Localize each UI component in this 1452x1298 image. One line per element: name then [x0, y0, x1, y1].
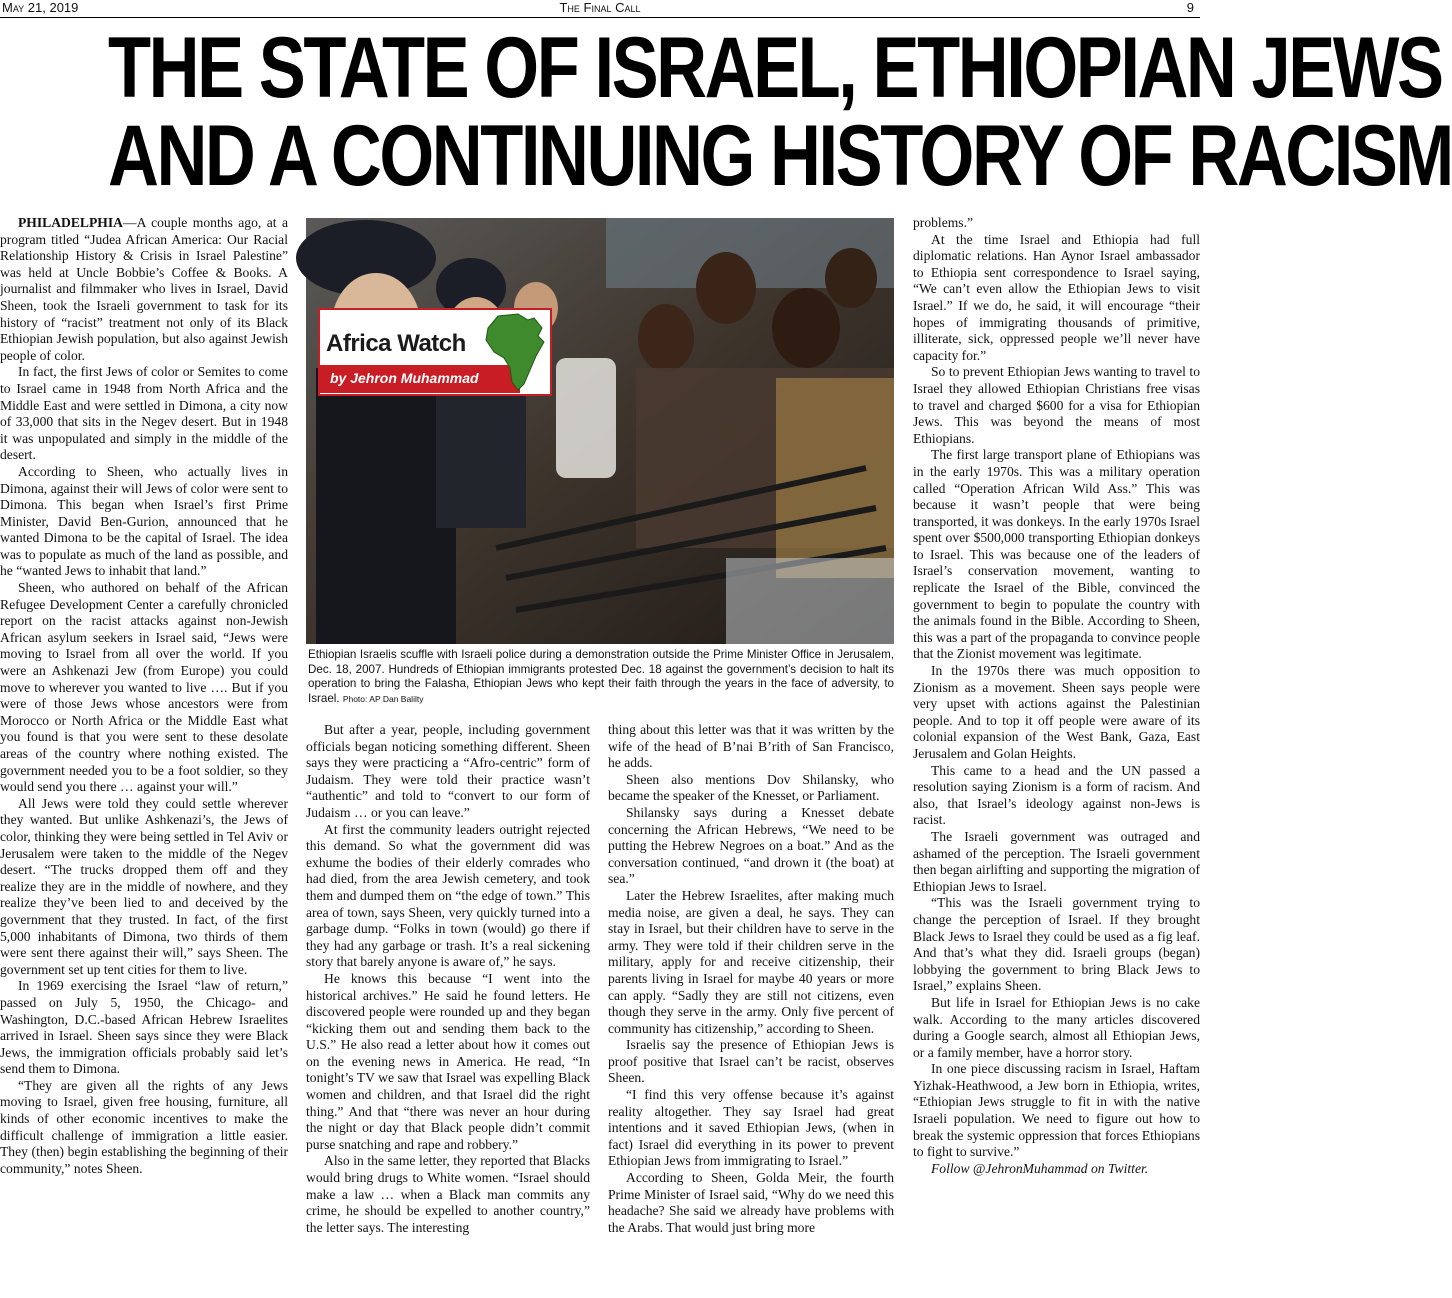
paragraph: In fact, the first Jews of color or Semites to come to Israel came in 1948 from North Africa and the Middle East and were settled in Dimona, a city now of 33,000 that sits in the Negev desert. But in 1948 it was unpopulated and simply in the middle of the desert. [0, 364, 288, 463]
dateline: PHILADELPHIA [18, 215, 123, 230]
paragraph: But life in Israel for Ethiopian Jews is no cake walk. According to the many articles discovered during a Google search, almost all Ethiopian Jews, or a family member, have a horror story. [913, 994, 1200, 1060]
article-column-4 [913, 215, 1200, 1298]
paragraph: Later the Hebrew Israelites, after making much media noise, are given a deal, he says. They can stay in Israel, but their children have to serve in the army. They were told if their children serve in the military, apply for and receive citizenship, their parents living in Israel for maybe 40 years or more can apply. “Sadly they are still not citizens, even though they serve in the army. Only five percent of community has citizenship,” according to Sheen. [608, 887, 894, 1036]
paragraph: Also in the same letter, they reported that Blacks would bring drugs to White women. “Israel should make a law … when a Black man commits any crime, he should be expelled to another country,” the letter says. The interesting [306, 1153, 590, 1235]
paragraph: The Israeli government was outraged and ashamed of the perception. The Israeli government then began airlifting and supporting the migration of Ethiopian Jews to Israel. [913, 828, 1200, 894]
paragraph: problems.” [913, 215, 974, 230]
paragraph: According to Sheen, Golda Meir, the fourth Prime Minister of Israel said, “Why do we need this headache? She said we already have problems with the Arabs. That would just bring more [608, 1170, 894, 1235]
twitter-signoff[interactable]: Follow @JehronMuhammad on Twitter. [931, 1160, 1149, 1176]
paragraph: According to Sheen, who actually lives in Dimona, against their will Jews of color were sent to Dimona. This began when Israel’s first Prime Minister, David Ben-Gurion, announced that he wanted Dimona to be the capital of Israel. The idea was to populate as much of the land as possible, and he “wanted Jews to inhabit that land.” [0, 463, 288, 579]
headline-line-1: THE STATE OF ISRAEL, ETHIOPIAN JEWS [108, 20, 1442, 116]
photo-caption [308, 648, 894, 716]
caption-text: Ethiopian Israelis scuffle with Israeli police during a demonstration outside the Prime Minister Office in Jerusalem, Dec. 18, 2007. Hundreds of Ethiopian immigrants protested Dec. 18 against the government’s decision to halt its operation to bring the Falasha, Ethiopian Jews who kept their faith through the years in the face of adversity, to Israel. [308, 648, 894, 705]
paragraph: “I find this very offense because it’s against reality altogether. They say Israel had great intentions and it saved Ethiopian Jews, (when in fact) Israel did everything in its power to prevent Ethiopian Jews from immigrating to Israel.” [608, 1087, 894, 1169]
headline [0, 20, 1452, 204]
paragraph: He knows this because “I went into the historical archives.” He said he found letters. He discovered people were rounded up and they began “kicking them out and sending them back to the U.S.” He also read a letter about how it comes out on the evening news in America. He read, “In tonight’s TV we saw that Israel was expelling Black women and children, and that Israel did the right thing.” And that “there was never an hour during the night or day that Black people didn’t commit purse snatching and rape and robbery.” [306, 970, 590, 1152]
photo-credit: Photo: AP Dan Balilty [342, 693, 424, 704]
column-title: Africa Watch [326, 330, 466, 357]
paragraph: The first large transport plane of Ethiopians was in the early 1970s. This was a military operation called “Operation African Wild Ass.” This was because it wasn’t people that were being transported, it was donkeys. In the early 1970s Israel spent over $500,000 transporting Ethiopian donkeys to Israel. This was because one of the leaders of Israel’s conservation movement, wanting to replicate the Israel of the Bible, convinced the government to begin to populate the country with the animals found in the Bible. According to Sheen, this was a part of the propaganda to convince people that the Zionist movement was legitimate. [913, 447, 1200, 662]
page-header [0, 0, 1200, 18]
paragraph: So to prevent Ethiopian Jews wanting to travel to Israel they allowed Ethiopian Christians free visas to travel and charged $600 for a visa for Ethiopian Jews. This was beyond the means of most Ethiopians. [913, 364, 1200, 446]
column-byline: by Jehron Muhammad [330, 370, 479, 386]
paragraph: In one piece discussing racism in Israel, Haftam Yizhak-Heathwood, a Jew born in Ethiopia, writes, “Ethiopian Jews struggle to fit in with the native Israeli population. We need to figure out how to break the systemic oppression that forces Ethiopians to fight to survive.” [913, 1061, 1200, 1160]
paragraph: Sheen also mentions Dov Shilansky, who became the speaker of the Knesset, or Parliament. [608, 771, 894, 804]
paragraph: At first the community leaders outright rejected this demand. So what the government did was exhume the bodies of their elderly comrades who had died, from the area Jewish cemetery, and took them and dumped them on “the edge of town.” This area of town, says Sheen, very quickly turned into a garbage dump. “Folks in town (would) go there if they had any garbage or trash. It’s a real sickening story that barely anyone is aware of,” he says. [306, 821, 590, 970]
paragraph: PHILADELPHIA—A couple months ago, at a program titled “Judea African America: Our Racial Relationship History & Crisis in Israel Palestine” was held at Uncle Bobbie’s Coffee & Books. A journalist and filmmaker who lives in Israel, David Sheen, took the Israeli government to task for its history of “racist” treatment not only of its Black Ethiopian Jewish population, but also against Jewish people of color. [0, 215, 288, 363]
article-column-2 [306, 722, 590, 1298]
africa-watch-badge [318, 308, 552, 396]
paragraph: At the time Israel and Ethiopia had full diplomatic relations. Han Aynor Israel ambassador to Ethiopia sent correspondence to Israel saying, “We can’t even allow the Ethiopian Jews to visit Israel.” If we do, he said, it will encourage “their hopes of immigrating thousands of primitive, illiterate, sick, oppressed people we’ll never have capacity for.” [913, 231, 1200, 363]
paragraph: thing about this letter was that it was written by the wife of the head of B’nai B’rith of San Francisco, he adds. [608, 722, 894, 771]
article-column-1 [0, 215, 288, 1298]
paragraph: This came to a head and the UN passed a resolution saying Zionism is a form of racism. And also, that Israel’s ideology against non-Jews is racist. [913, 762, 1200, 828]
paragraph: Sheen, who authored on behalf of the African Refugee Development Center a carefully chronicled report on the racist attacks against non-Jewish African asylum seekers in Israel said, “Jews were moving to Israel from all over the world. If you were an Ashkenazi Jew (from Europe) you could move to wherever you wanted to live …. But if you were of those Jews whose ancestors were from Morocco or North Africa or the Middle East what you found is that you were sent to these desolate areas of the country where nothing existed. The government needed you to be a foot soldier, so they would send you there … against your will.” [0, 580, 288, 795]
article-column-3 [608, 722, 894, 1298]
page-number: 9 [1186, 0, 1194, 15]
paragraph: “They are given all the rights of any Jews moving to Israel, given free housing, furniture, all kinds of other economic incentives to make the difficult challenge of immigration a little easier. They (then) begin establishing the beginning of their community,” notes Sheen. [0, 1077, 288, 1176]
paragraph: In 1969 exercising the Israel “law of return,” passed on July 5, 1950, the Chicago- and Washington, D.C.-based African Hebrew Israelites arrived in Israel. Sheen says since they were Black Jews, the immigration officials probably said let’s send them to Dimona. [0, 978, 288, 1077]
paragraph: Shilansky says during a Knesset debate concerning the African Hebrews, “We need to be putting the Hebrew Negroes on a boat.” And as the conversation continued, “and drown it (the boat) at sea.” [608, 804, 894, 887]
paragraph: In the 1970s there was much opposition to Zionism as a movement. Sheen says people were very upset with actions against the Palestinian people. And to top it off people were aware of its colonial expansion of the West Bank, Gaza, East Jerusalem and Golan Heights. [913, 663, 1200, 761]
headline-line-2: AND A CONTINUING HISTORY OF RACISM [108, 108, 1452, 204]
paragraph: “This was the Israeli government trying to change the perception of Israel. If they brought Black Jews to Israel they could be used as a fig leaf. And that’s what they did. Israeli groups (began) lobbying the government to bring Black Jews to Israel,” explains Sheen. [913, 895, 1200, 994]
paragraph: But after a year, people, including government officials began noticing something different. Sheen says they were practicing a “Afro-centric” form of Judaism. They were told their practice wasn’t “authentic” and told to “convert to our form of Judaism … or you can leave.” [306, 722, 590, 820]
paragraph: All Jews were told they could settle wherever they wanted. But unlike Ashkenazi’s, the Jews of color, thinking they were being settled in Tel Aviv or Jerusalem were taken to the middle of the Negev desert. “The trucks dropped them off and they realize they are in the middle of nowhere, and they realize they’ve been lied to and deceived by the government that they trusted. In fact, of the first 5,000 inhabitants of Dimona, two thirds of them were sent there against their will,” says Sheen. The government set up tent cities for them to live. [0, 795, 288, 977]
paragraph: Israelis say the presence of Ethiopian Jews is proof positive that Israel can’t be racist, observes Sheen. [608, 1037, 894, 1086]
africa-map-icon [484, 312, 546, 392]
issue-date: May 21, 2019 [2, 0, 79, 15]
crowd-scene-image [306, 218, 894, 644]
news-photo [306, 218, 894, 644]
publication-name: The Final Call [559, 0, 641, 15]
